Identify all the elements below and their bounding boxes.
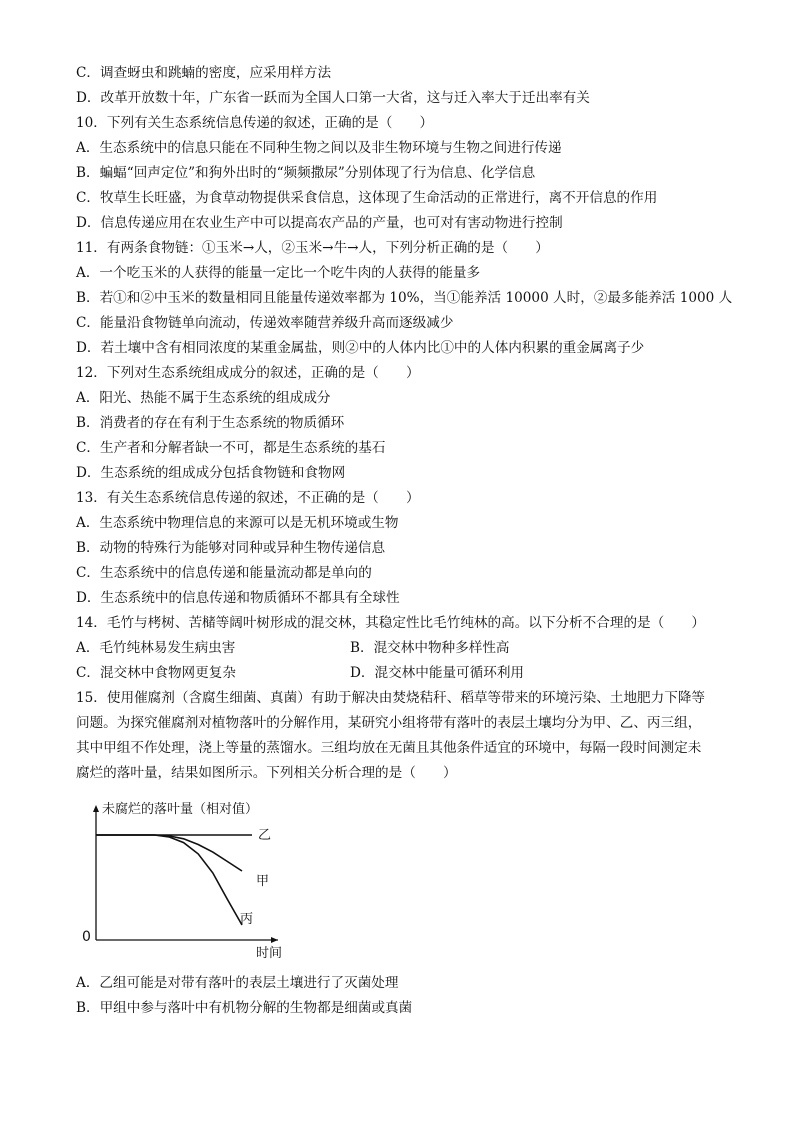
y-axis-label: 未腐烂的落叶量（相对值） (102, 802, 259, 817)
text-line: B．蝙蝠“回声定位”和狗外出时的“频频撒尿”分别体现了行为信息、化学信息 (76, 165, 536, 181)
series-line (96, 835, 242, 871)
series-line (96, 835, 242, 925)
question-15-stem: 问题。为探究催腐剂对植物落叶的分解作用，某研究小组将带有落叶的表层土壤均分为甲、乙、丙三组， (76, 715, 702, 731)
text-line: C．生态系统中的信息传递和能量流动都是单向的 (76, 565, 372, 581)
option-item: A．毛竹纯林易发生病虫害 (76, 640, 236, 656)
text-line: 10．下列有关生态系统信息传递的叙述，正确的是（ ） (76, 115, 434, 131)
text-line: 14．毛竹与栲树、苦槠等阔叶树形成的混交林，其稳定性比毛竹纯林的高。以下分析不合理的是（ ） (76, 615, 706, 631)
text-line: A．生态系统中物理信息的来源可以是无机环境或生物 (76, 515, 399, 531)
text-line: A．阳光、热能不属于生态系统的组成成分 (76, 390, 331, 406)
text-line: 12．下列对生态系统组成成分的叙述，正确的是（ ） (76, 365, 420, 381)
text-line: C．牧草生长旺盛，为食草动物提供采食信息，这体现了生命活动的正常进行，离不开信息的作用 (76, 190, 658, 206)
series-label: 乙 (258, 828, 272, 843)
option-item: A．乙组可能是对带有落叶的表层土壤进行了灭菌处理 (76, 975, 399, 991)
text-line: D．改革开放数十年，广东省一跃而为全国人口第一大省，这与迁入率大于迁出率有关 (76, 90, 590, 106)
text-line: 11．有两条食物链：①玉米→人，②玉米→牛→人，下列分析正确的是（ ） (76, 240, 549, 256)
text-line: A．一个吃玉米的人获得的能量一定比一个吃牛肉的人获得的能量多 (76, 265, 481, 281)
text-line: D．若土壤中含有相同浓度的某重金属盐，则②中的人体内比①中的人体内积累的重金属离子少 (76, 340, 645, 356)
leaf-decomposition-chart (80, 795, 290, 965)
text-line: D．生态系统中的信息传递和物质循环不都具有全球性 (76, 590, 400, 606)
text-line: B．动物的特殊行为能够对同种或异种生物传递信息 (76, 540, 386, 556)
text-line: 13．有关生态系统信息传递的叙述，不正确的是（ ） (76, 490, 420, 506)
text-line: B．若①和②中玉米的数量相同且能量传递效率都为 10%，当①能养活 10000 人时，②最多能养活 1000 人 (76, 290, 733, 306)
option-item: C．混交林中食物网更复杂 (76, 665, 236, 681)
y-axis-arrow (93, 805, 99, 812)
question-15-stem: 腐烂的落叶量，结果如图所示。下列相关分析合理的是（ ） (76, 765, 457, 781)
x-axis-label: 时间 (256, 946, 283, 961)
text-line: C．能量沿食物链单向流动，传递效率随营养级升高而逐级减少 (76, 315, 454, 331)
option-item: D．混交林中能量可循环利用 (350, 665, 525, 681)
text-line: C．调查蚜虫和跳蝻的密度，应采用样方法 (76, 65, 332, 81)
text-line: B．消费者的存在有利于生态系统的物质循环 (76, 415, 345, 431)
origin-label: 0 (82, 929, 91, 945)
text-line: A．生态系统中的信息只能在不同种生物之间以及非生物环境与生物之间进行传递 (76, 140, 562, 156)
series-label: 丙 (240, 912, 254, 927)
option-item: B．混交林中物种多样性高 (350, 640, 510, 656)
option-item: B．甲组中参与落叶中有机物分解的生物都是细菌或真菌 (76, 1000, 413, 1016)
text-line: C．生产者和分解者缺一不可，都是生态系统的基石 (76, 440, 386, 456)
text-line: D．生态系统的组成成分包括食物链和食物网 (76, 465, 346, 481)
question-15-stem: 其中甲组不作处理，浇上等量的蒸馏水。三组均放在无菌且其他条件适宜的环境中，每隔一段时间测定未 (76, 740, 702, 756)
x-axis-arrow (271, 937, 278, 943)
question-15-stem: 15．使用催腐剂（含腐生细菌、真菌）有助于解决由焚烧秸秆、稻草等带来的环境污染、土地肥力下降等 (76, 690, 706, 706)
text-line: D．信息传递应用在农业生产中可以提高农产品的产量，也可对有害动物进行控制 (76, 215, 563, 231)
series-label: 甲 (256, 874, 270, 889)
